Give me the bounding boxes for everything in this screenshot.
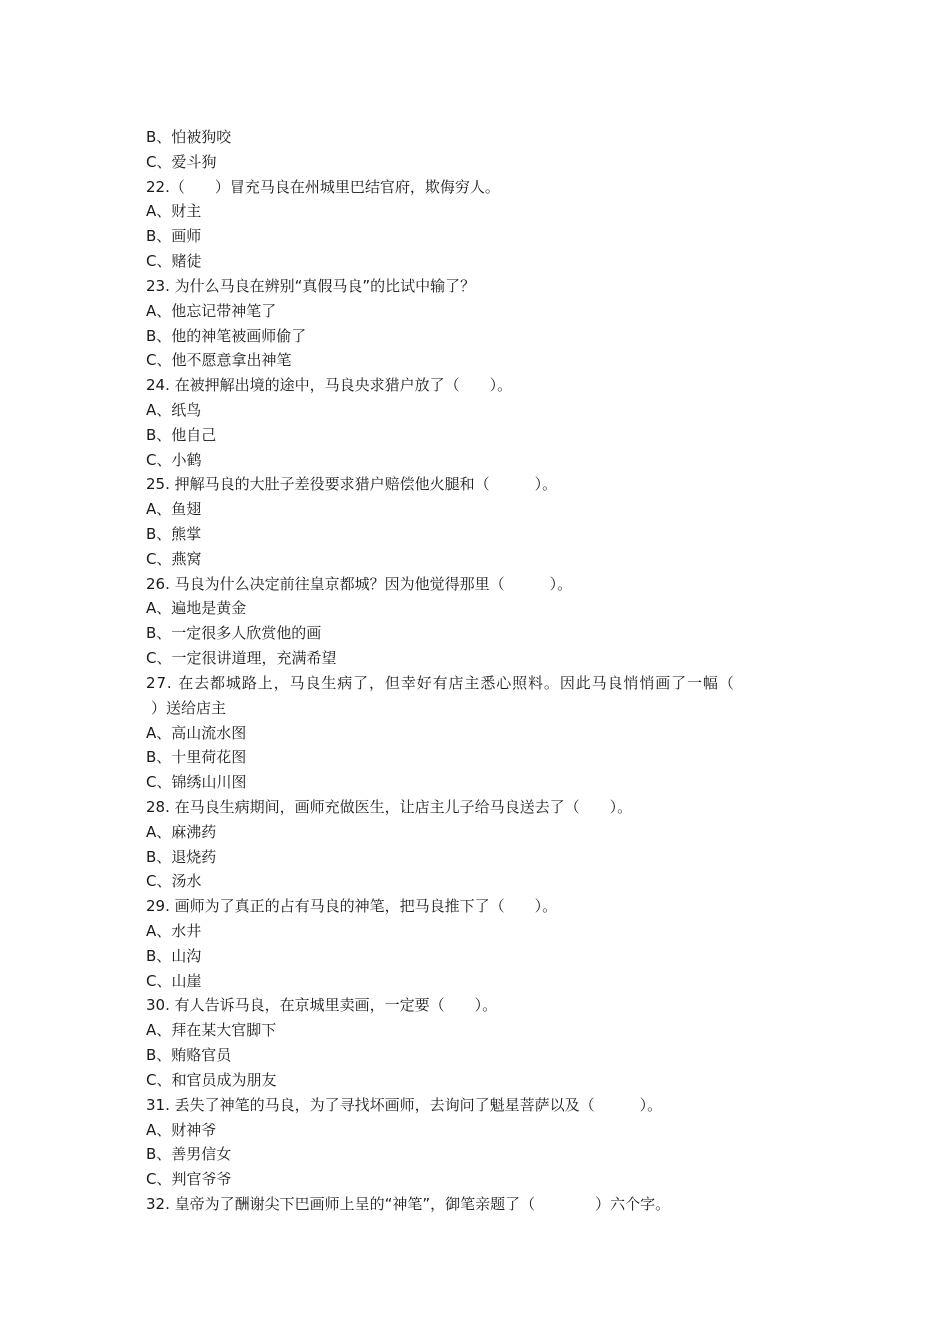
option-b-21: B、怕被狗咬 xyxy=(146,128,232,146)
option-c-31: C、判官爷爷 xyxy=(146,1170,232,1189)
question-29: 29. 画师为了真正的占有马良的神笔，把马良推下了（ ）。 xyxy=(146,897,558,916)
option-c-29: C、山崖 xyxy=(146,971,202,990)
question-26: 26. 马良为什么决定前往皇京都城？因为他觉得那里（ ）。 xyxy=(146,574,573,593)
option-c-27: C、锦绣山川图 xyxy=(146,773,247,792)
quiz-text xyxy=(146,125,816,1217)
option-a-25: A、鱼翅 xyxy=(146,500,202,519)
option-c-30: C、和官员成为朋友 xyxy=(146,1070,277,1089)
question-31: 31. 丢失了神笔的马良，为了寻找坏画师，去询问了魁星菩萨以及（ ）。 xyxy=(146,1095,663,1114)
option-a-31: A、财神爷 xyxy=(146,1120,217,1139)
option-a-26: A、遍地是黄金 xyxy=(146,599,247,618)
question-30: 30. 有人告诉马良，在京城里卖画，一定要（ ）。 xyxy=(146,996,498,1015)
question-27-continued: ）送给店主 xyxy=(151,698,227,717)
option-b-28: B、退烧药 xyxy=(146,847,217,866)
option-b-22: B、画师 xyxy=(146,227,202,246)
question-25: 25. 押解马良的大肚子差役要求猎户赔偿他火腿和（ ）。 xyxy=(146,475,558,494)
option-b-24: B、他自己 xyxy=(146,425,217,444)
option-b-23: B、他的神笔被画师偷了 xyxy=(146,326,307,345)
option-a-24: A、纸鸟 xyxy=(146,400,202,419)
option-b-26: B、一定很多人欣赏他的画 xyxy=(146,624,322,643)
option-c-21: C、爱斗狗 xyxy=(146,152,217,171)
option-b-27: B、十里荷花图 xyxy=(146,748,247,767)
option-c-26: C、一定很讲道理，充满希望 xyxy=(146,649,337,668)
question-32: 32. 皇帝为了酬谢尖下巴画师上呈的“神笔”，御笔亲题了（ ）六个字。 xyxy=(146,1194,671,1213)
question-22: 22.（ ）冒充马良在州城里巴结官府，欺侮穷人。 xyxy=(146,177,500,196)
option-a-22: A、财主 xyxy=(146,202,202,221)
option-b-29: B、山沟 xyxy=(146,946,202,965)
option-c-28: C、汤水 xyxy=(146,872,202,891)
option-c-23: C、他不愿意拿出神笔 xyxy=(146,351,292,370)
option-a-28: A、麻沸药 xyxy=(146,822,217,841)
option-a-30: A、拜在某大官脚下 xyxy=(146,1021,277,1040)
question-23: 23. 为什么马良在辨别“真假马良”的比试中输了？ xyxy=(146,276,476,295)
option-c-22: C、赌徒 xyxy=(146,252,202,271)
question-24: 24. 在被押解出境的途中，马良央求猎户放了（ ）。 xyxy=(146,376,513,395)
option-a-27: A、高山流水图 xyxy=(146,723,247,742)
option-a-23: A、他忘记带神笔了 xyxy=(146,301,277,320)
option-b-31: B、善男信女 xyxy=(146,1145,232,1164)
option-c-25: C、燕窝 xyxy=(146,549,202,568)
option-a-29: A、水井 xyxy=(146,922,202,940)
question-27: 27. 在去都城路上，马良生病了，但幸好有店主悉心照料。因此马良悄悄画了一幅（ xyxy=(146,673,735,692)
option-c-24: C、小鹤 xyxy=(146,450,202,469)
question-28: 28. 在马良生病期间，画师充做医生，让店主儿子给马良送去了（ ）。 xyxy=(146,797,633,816)
option-b-25: B、熊掌 xyxy=(146,525,202,543)
option-b-30: B、贿赂官员 xyxy=(146,1046,232,1065)
